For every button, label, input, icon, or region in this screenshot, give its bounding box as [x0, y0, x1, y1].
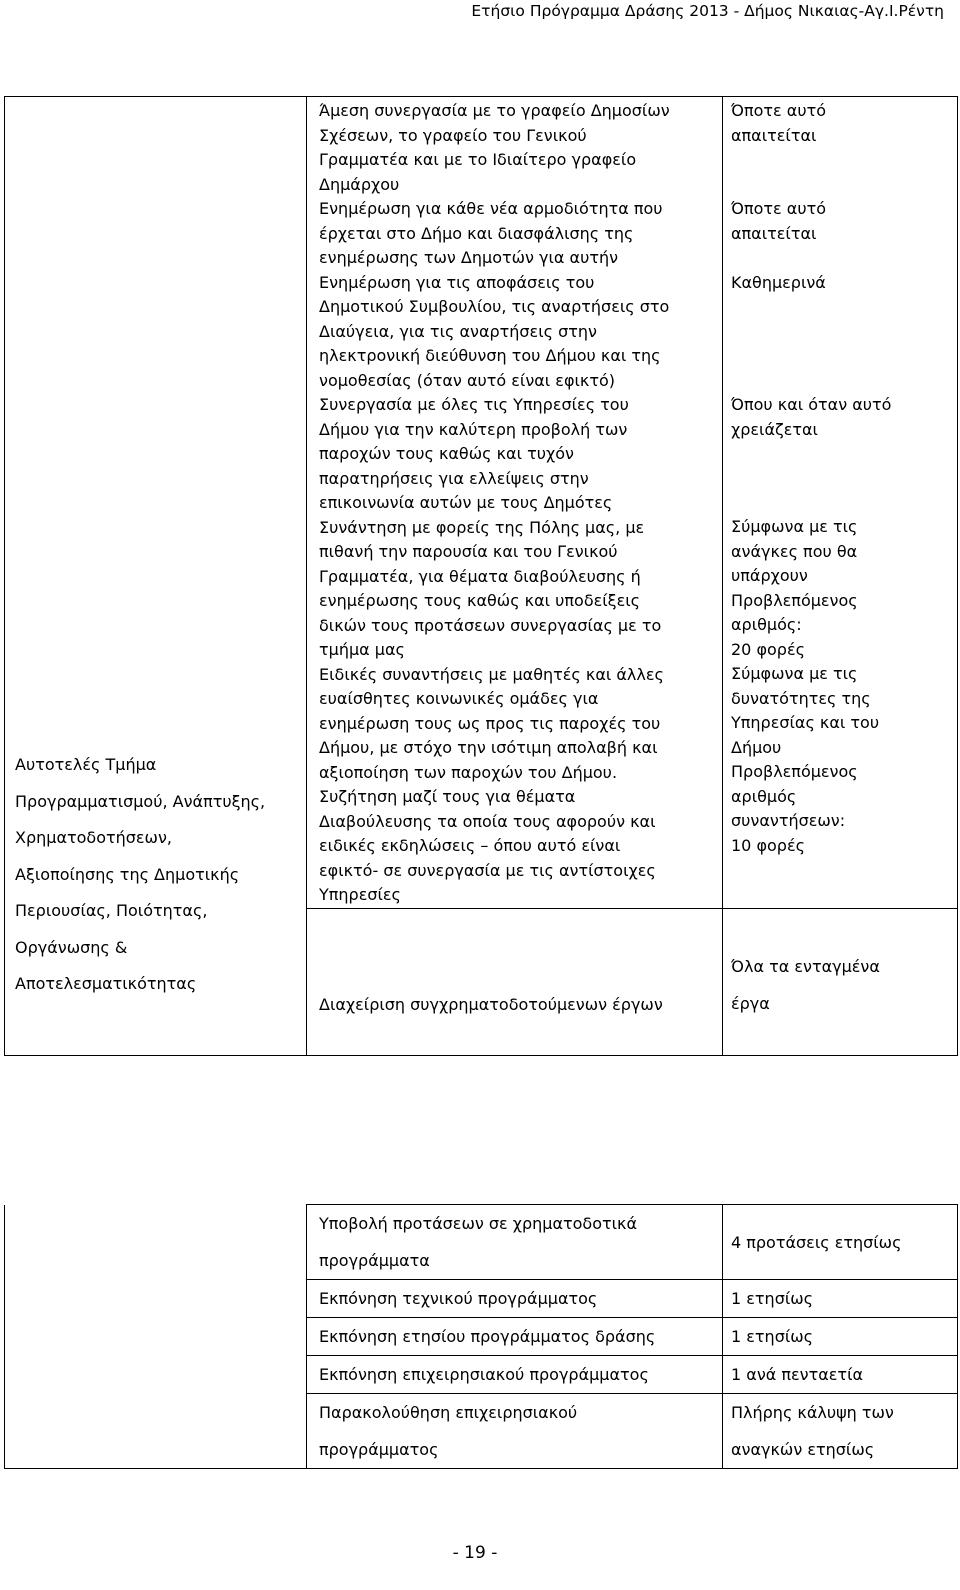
- department-line: Οργάνωσης &: [15, 937, 128, 957]
- activity-line: Συζήτηση μαζί τους για θέματα: [319, 787, 576, 806]
- activity-line: ειδικές εκδηλώσεις – όπου αυτό είναι: [319, 836, 621, 855]
- department-line: Αυτοτελές Τμήμα: [15, 755, 157, 774]
- target-cell: [723, 1394, 958, 1469]
- activity-line: αξιοποίηση των παροχών του Δήμου.: [319, 762, 618, 782]
- activity-entry: [307, 516, 722, 663]
- activity-line: Ειδικές συναντήσεις με μαθητές και άλλες: [319, 664, 664, 684]
- activity-entry: [307, 393, 722, 516]
- target-line: Δήμου: [731, 737, 782, 757]
- activity-line: τμήμα μας: [319, 640, 405, 659]
- target-entry: [723, 197, 957, 271]
- target-line: Σύμφωνα με τις: [731, 664, 858, 683]
- target-line: χρειάζεται: [731, 419, 818, 439]
- activity-line: Παρακολούθηση επιχειρησιακού: [319, 1403, 578, 1422]
- target-cell: 1 ετησίως: [723, 1280, 958, 1318]
- target-line: Όποτε αυτό: [731, 101, 827, 120]
- activity-entry: [307, 785, 722, 908]
- target-cell: 1 ετησίως: [723, 1318, 958, 1356]
- activity-line: ενημέρωσης τους καθώς και υποδείξεις: [319, 591, 641, 610]
- target-line: απαιτείται: [731, 125, 817, 145]
- activity-line: Δημοτικού Συμβουλίου, τις αναρτήσεις στο: [319, 297, 670, 316]
- activity-line: Υπηρεσίες: [319, 885, 401, 904]
- activity-line: Υποβολή προτάσεων σε χρηματοδοτικά: [319, 1214, 638, 1233]
- target-line: απαιτείται: [731, 223, 817, 243]
- target-line: αναγκών ετησίως: [731, 1440, 875, 1459]
- target-entry: [723, 99, 957, 197]
- activity-line: Δήμου, με στόχο την ισότιμη απολαβή και: [319, 738, 658, 757]
- activity-line: προγράμματα: [319, 1251, 430, 1270]
- page-number: [0, 1543, 960, 1563]
- table-row: Εκπόνηση τεχνικού προγράμματος: [307, 1280, 723, 1318]
- activity-line: Δημάρχου: [319, 174, 400, 194]
- department-cell: [5, 97, 307, 1056]
- action-plan-table: [4, 96, 958, 1056]
- table-row: [307, 1205, 723, 1280]
- target-line: Όλα τα ενταγμένα: [731, 957, 880, 976]
- document-header: Ετήσιο Πρόγραμμα Δράσης 2013 - Δήμος Νικαιας-Αγ.Ι.Ρέντη: [471, 2, 944, 20]
- activity-line: δικών τους προτάσεων συνεργασίας με το: [319, 615, 662, 635]
- activity-line: παρατηρήσεις για ελλείψεις στην: [319, 468, 589, 488]
- target-line: 10 φορές: [731, 835, 805, 855]
- activity-line: ενημέρωσης των Δημοτών για αυτήν: [319, 248, 619, 267]
- target-line: Προβλεπόμενος: [731, 590, 858, 610]
- target-cell: 4 προτάσεις ετησίως: [723, 1205, 958, 1280]
- activity-line: Άμεση συνεργασία με το γραφείο Δημοσίων: [319, 101, 670, 120]
- target-line: Σύμφωνα με τις: [731, 517, 858, 536]
- target-entry: [723, 271, 957, 394]
- activity-line: εφικτό- σε συνεργασία με τις αντίστοιχες: [319, 860, 656, 880]
- activity-line: προγράμματος: [319, 1440, 439, 1459]
- target-entry: [723, 662, 957, 858]
- target-line: αριθμός: [731, 786, 797, 806]
- target-line: Πλήρης κάλυψη των: [731, 1403, 894, 1422]
- table-row: Εκπόνηση ετησίου προγράμματος δράσης: [307, 1318, 723, 1356]
- table-row: [307, 1394, 723, 1469]
- activity-line: έρχεται στο Δήμο και διασφάλισης της: [319, 223, 634, 243]
- activity-line: ενημέρωση τους ως προς τις παροχές του: [319, 713, 661, 733]
- department-line: Αξιοποίησης της Δημοτικής: [15, 864, 240, 884]
- target-line: συναντήσεων:: [731, 811, 846, 830]
- activity-line: επικοινωνία αυτών με τους Δημότες: [319, 493, 613, 512]
- funded-projects-target: [723, 908, 958, 1055]
- target-line: ανάγκες που θα: [731, 541, 858, 561]
- funding-table: [4, 1204, 958, 1469]
- activity-line: παροχών τους καθώς και τυχόν: [319, 444, 574, 463]
- activity-entry: [307, 271, 722, 394]
- activity-line: πιθανή την παρουσία και του Γενικού: [319, 542, 618, 561]
- activity-line: Δήμου για την καλύτερη προβολή των: [319, 419, 628, 439]
- target-entry: [723, 393, 957, 515]
- department-line: Προγραμματισμού, Ανάπτυξης,: [15, 791, 266, 811]
- target-line: Όπου και όταν αυτό: [731, 395, 892, 414]
- target-cell: 1 ανά πενταετία: [723, 1356, 958, 1394]
- activity-line: Συνεργασία με όλες τις Υπηρεσίες του: [319, 395, 629, 414]
- activity-line: Ενημέρωση για τις αποφάσεις του: [319, 272, 595, 292]
- target-line: υπάρχουν: [731, 566, 808, 585]
- target-line: αριθμός:: [731, 615, 802, 634]
- target-line: Καθημερινά: [731, 272, 826, 292]
- activity-line: Συνάντηση με φορείς της Πόλης μας, με: [319, 517, 645, 537]
- empty-department-cell: [5, 1205, 307, 1469]
- target-line: Όποτε αυτό: [731, 199, 827, 218]
- table-row: Εκπόνηση επιχειρησιακού προγράμματος: [307, 1356, 723, 1394]
- target-line: δυνατότητες της: [731, 688, 871, 708]
- activity-line: νομοθεσίας (όταν αυτό είναι εφικτό): [319, 370, 616, 390]
- department-line: Αποτελεσματικότητας: [15, 974, 197, 993]
- page-number-text: - 19 -: [452, 1543, 498, 1563]
- target-line: Υπηρεσίας και του: [731, 713, 880, 732]
- target-entry: [723, 515, 957, 662]
- activity-entry: [307, 197, 722, 271]
- activity-line: Γραμματέα και με το Ιδιαίτερο γραφείο: [319, 150, 637, 169]
- department-line: Χρηματοδοτήσεων,: [15, 828, 172, 847]
- activities-cell: [307, 97, 723, 909]
- target-line: 20 φορές: [731, 639, 805, 659]
- activity-line: Διαβούλευσης τα οποία τους αφορούν και: [319, 811, 656, 831]
- department-line: Περιουσίας, Ποιότητας,: [15, 901, 208, 920]
- activity-line: Γραμματέα, για θέματα διαβούλευσης ή: [319, 566, 641, 586]
- activity-line: ηλεκτρονική διεύθυνση του Δήμου και της: [319, 346, 661, 365]
- activity-line: Ενημέρωση για κάθε νέα αρμοδιότητα που: [319, 199, 663, 218]
- targets-cell: [723, 97, 958, 909]
- target-line: έργα: [731, 993, 770, 1013]
- activity-line: Σχέσεων, το γραφείο του Γενικού: [319, 125, 587, 145]
- activity-line: Διαύγεια, για τις αναρτήσεις στην: [319, 321, 597, 341]
- activity-line: ευαίσθητες κοινωνικές ομάδες για: [319, 689, 599, 708]
- target-line: Προβλεπόμενος: [731, 762, 858, 781]
- activity-entry: [307, 99, 722, 197]
- activity-entry: [307, 663, 722, 786]
- funded-projects-cell: Διαχείριση συγχρηματοδοτούμενων έργων: [307, 908, 723, 1055]
